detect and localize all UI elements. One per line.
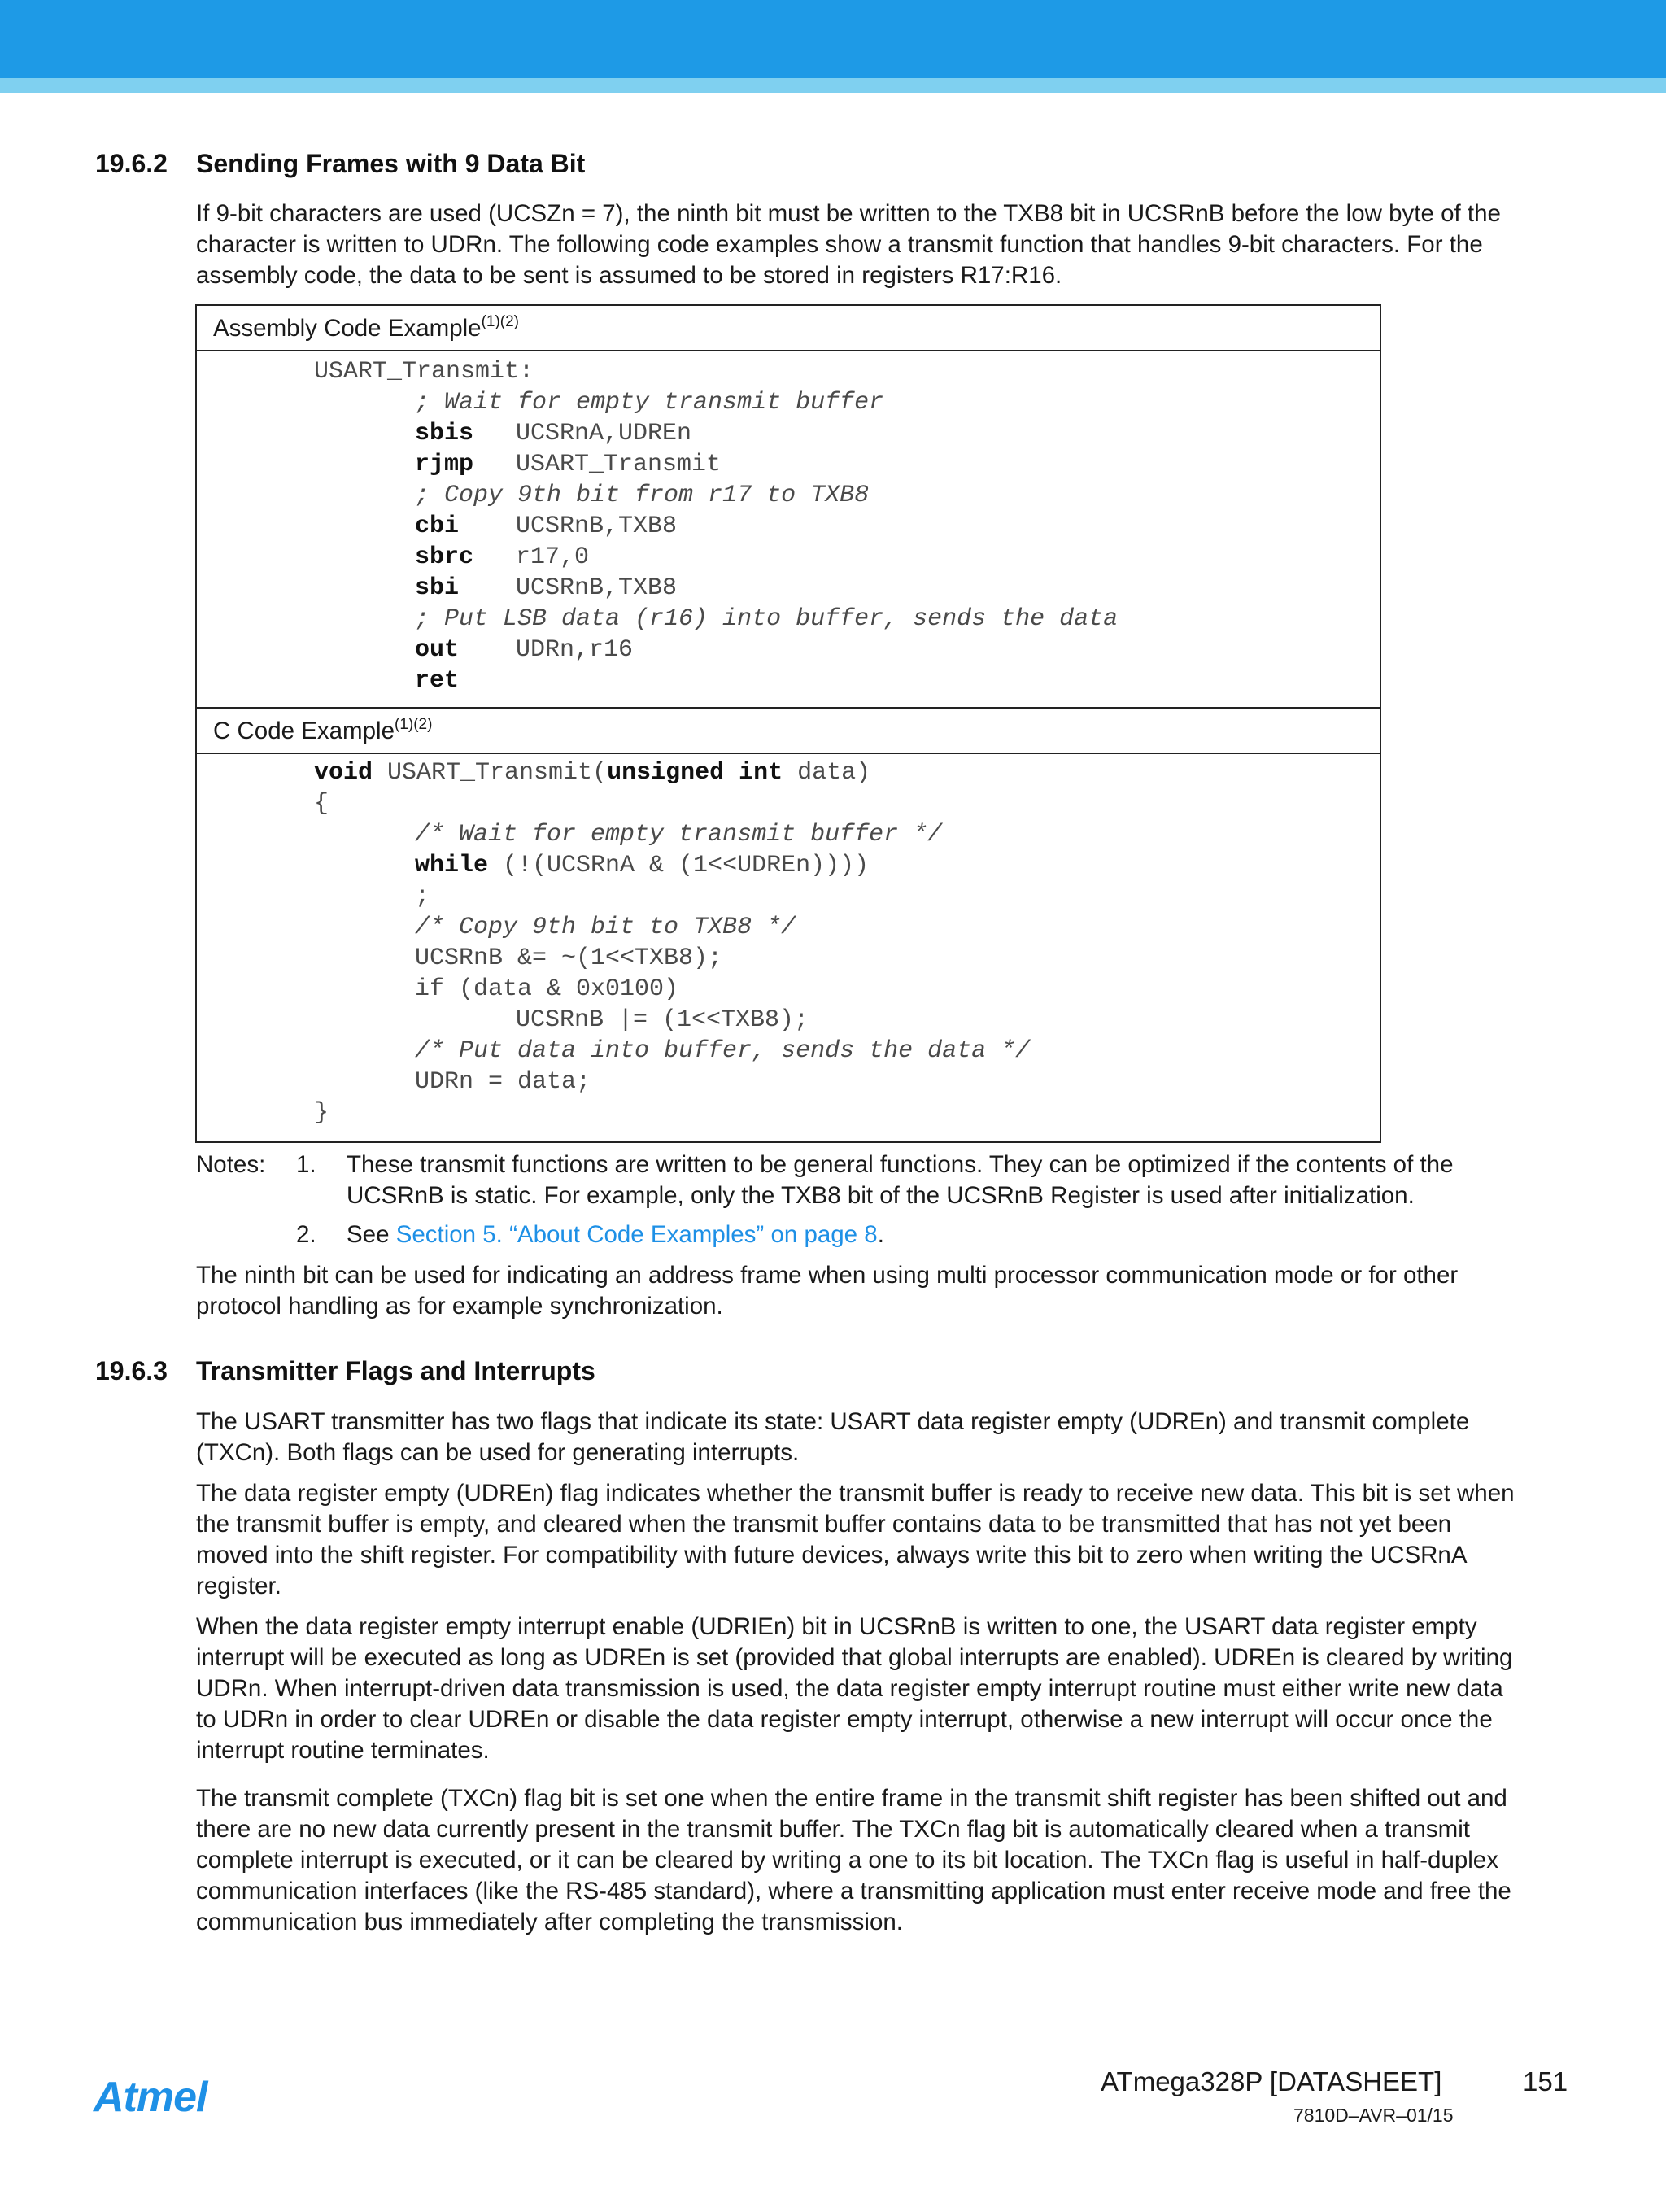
code-text: data) bbox=[783, 759, 871, 787]
code-line: ; bbox=[415, 883, 430, 910]
code-keyword: unsigned int bbox=[607, 759, 783, 787]
code-operand: UCSRnA,UDREn bbox=[516, 420, 692, 447]
section-number: 19.6.2 bbox=[95, 149, 168, 178]
code-operand: UCSRnB,TXB8 bbox=[516, 574, 678, 602]
section-number: 19.6.3 bbox=[95, 1356, 168, 1385]
code-instruction: sbis bbox=[415, 420, 474, 447]
note-number: 1. bbox=[296, 1151, 316, 1178]
text-line: character is written to UDRn. The following code examples show a transmit function that handles 9-bit characters. For the bbox=[196, 231, 1483, 258]
code-instruction: out bbox=[415, 636, 460, 664]
code-line: UCSRnB &= ~(1<<TXB8); bbox=[415, 945, 723, 972]
note-number: 2. bbox=[296, 1221, 316, 1248]
code-instruction: sbrc bbox=[415, 543, 474, 571]
doc-revision: 7810D–AVR–01/15 bbox=[1293, 2105, 1454, 2126]
text-line: The USART transmitter has two flags that indicate its state: USART data register empty (UDREn) and transmit complete bbox=[196, 1408, 1470, 1435]
code-instruction: rjmp bbox=[415, 451, 474, 478]
code-comment: ; Wait for empty transmit buffer bbox=[415, 389, 884, 417]
code-keyword: void bbox=[314, 759, 373, 787]
section-title: Transmitter Flags and Interrupts bbox=[196, 1356, 595, 1385]
ninth-bit-paragraph bbox=[196, 1260, 1571, 1322]
c-code-header bbox=[197, 709, 1380, 754]
note-text-suffix: . bbox=[877, 1221, 884, 1248]
section-heading-19-6-3 bbox=[95, 1356, 595, 1386]
udrie-paragraph bbox=[196, 1612, 1571, 1766]
text-line: UDRn. When interrupt-driven data transmission is used, the data register empty interrupt routine must either write new data bbox=[196, 1675, 1503, 1702]
code-comment: ; Put LSB data (r16) into buffer, sends the data bbox=[415, 605, 1119, 633]
assembly-code-header bbox=[197, 306, 1380, 351]
footnote-ref: (1)(2) bbox=[395, 716, 433, 733]
footnote-ref: (1)(2) bbox=[481, 313, 520, 330]
header-stripe bbox=[0, 78, 1666, 93]
code-operand: UDRn,r16 bbox=[516, 636, 634, 664]
notes-label: Notes: bbox=[196, 1151, 266, 1178]
txc-paragraph bbox=[196, 1783, 1571, 1938]
udre-paragraph bbox=[196, 1478, 1571, 1602]
page-number: 151 bbox=[1523, 2066, 1568, 2096]
text-line: the transmit buffer is empty, and cleared when the transmit buffer contains data to be transmitted that has not yet been bbox=[196, 1511, 1452, 1538]
code-instruction: ret bbox=[415, 667, 460, 695]
text-line: register. bbox=[196, 1573, 281, 1599]
atmel-logo: Atmel bbox=[94, 2074, 207, 2121]
code-text: (!(UCSRnA & (1<<UDREn)))) bbox=[488, 852, 870, 879]
code-header-label: C Code Example bbox=[213, 718, 395, 744]
code-label: USART_Transmit: bbox=[314, 358, 534, 386]
code-line: } bbox=[314, 1099, 329, 1127]
note-text: UCSRnB is static. For example, only the TXB8 bit of the UCSRnB Register is used after initialization. bbox=[347, 1182, 1415, 1209]
code-header-label: Assembly Code Example bbox=[213, 315, 482, 342]
text-line: complete interrupt is executed, or it can be cleared by writing a one to its bit location. The TXCn flag is useful in half-duplex bbox=[196, 1847, 1498, 1874]
code-comment: /* Wait for empty transmit buffer */ bbox=[415, 821, 943, 849]
text-line: moved into the shift register. For compatibility with future devices, always write this bit to zero when writing the UCSRnA bbox=[196, 1542, 1468, 1568]
code-text: USART_Transmit( bbox=[373, 759, 608, 787]
code-comment: /* Copy 9th bit to TXB8 */ bbox=[415, 914, 796, 941]
text-line: communication bus immediately after completing the transmission. bbox=[196, 1909, 903, 1935]
section-heading-19-6-2 bbox=[95, 149, 585, 179]
text-line: assembly code, the data to be sent is assumed to be stored in registers R17:R16. bbox=[196, 262, 1062, 289]
note-text bbox=[347, 1219, 884, 1250]
text-line: The transmit complete (TXCn) flag bit is set one when the entire frame in the transmit shift register has been shifted out and bbox=[196, 1785, 1507, 1812]
code-instruction: cbi bbox=[415, 513, 460, 540]
text-line: protocol handling as for example synchronization. bbox=[196, 1293, 723, 1320]
footer-doc-title: ATmega328P [DATASHEET] bbox=[1101, 2066, 1442, 2096]
text-line: interrupt routine terminates. bbox=[196, 1737, 490, 1764]
section-link[interactable]: Section 5. “About Code Examples” on page 8 bbox=[395, 1221, 878, 1248]
code-keyword: while bbox=[415, 852, 489, 879]
header-bar bbox=[0, 0, 1666, 78]
text-line: The data register empty (UDREn) flag indicates whether the transmit buffer is ready to receive new data. This bit is set when bbox=[196, 1480, 1515, 1507]
code-line: UCSRnB |= (1<<TXB8); bbox=[516, 1006, 809, 1034]
text-line: interrupt will be executed as long as UDREn is set (provided that global interrupts are enabled). UDREn is cleared by writing bbox=[196, 1644, 1513, 1671]
code-line: if (data & 0x0100) bbox=[415, 975, 679, 1003]
assembly-code-box bbox=[195, 304, 1381, 709]
note-text: These transmit functions are written to be general functions. They can be optimized if the contents of the bbox=[347, 1151, 1454, 1178]
code-line bbox=[314, 757, 870, 788]
text-line: (TXCn). Both flags can be used for generating interrupts. bbox=[196, 1439, 800, 1466]
note-text-prefix: See bbox=[347, 1221, 396, 1248]
code-operand: UCSRnB,TXB8 bbox=[516, 513, 678, 540]
code-operand: r17,0 bbox=[516, 543, 590, 571]
text-line: to UDRn in order to clear UDREn or disable the data register empty interrupt, otherwise a new interrupt will occur once the bbox=[196, 1706, 1493, 1733]
text-line: The ninth bit can be used for indicating an address frame when using multi processor communication mode or for other bbox=[196, 1262, 1459, 1289]
text-line: When the data register empty interrupt enable (UDRIEn) bit in UCSRnB is written to one, the USART data register empty bbox=[196, 1613, 1477, 1640]
code-line: { bbox=[314, 790, 329, 818]
flags-paragraph bbox=[196, 1407, 1571, 1468]
code-instruction: sbi bbox=[415, 574, 460, 602]
text-line: there are no new data currently present in the transmit buffer. The TXCn flag bit is automatically cleared when a transmit bbox=[196, 1816, 1470, 1843]
intro-paragraph bbox=[196, 199, 1571, 291]
section-title: Sending Frames with 9 Data Bit bbox=[196, 149, 586, 178]
code-line bbox=[415, 850, 869, 881]
code-comment: /* Put data into buffer, sends the data */ bbox=[415, 1037, 1031, 1065]
text-line: communication interfaces (like the RS-485 standard), where a transmitting application must enter receive mode and free the bbox=[196, 1878, 1511, 1904]
text-line: If 9-bit characters are used (UCSZn = 7), the ninth bit must be written to the TXB8 bit in UCSRnB before the low byte of the bbox=[196, 200, 1501, 227]
code-line: UDRn = data; bbox=[415, 1068, 591, 1096]
code-operand: USART_Transmit bbox=[516, 451, 722, 478]
code-comment: ; Copy 9th bit from r17 to TXB8 bbox=[415, 482, 870, 509]
c-code-box bbox=[195, 707, 1381, 1143]
